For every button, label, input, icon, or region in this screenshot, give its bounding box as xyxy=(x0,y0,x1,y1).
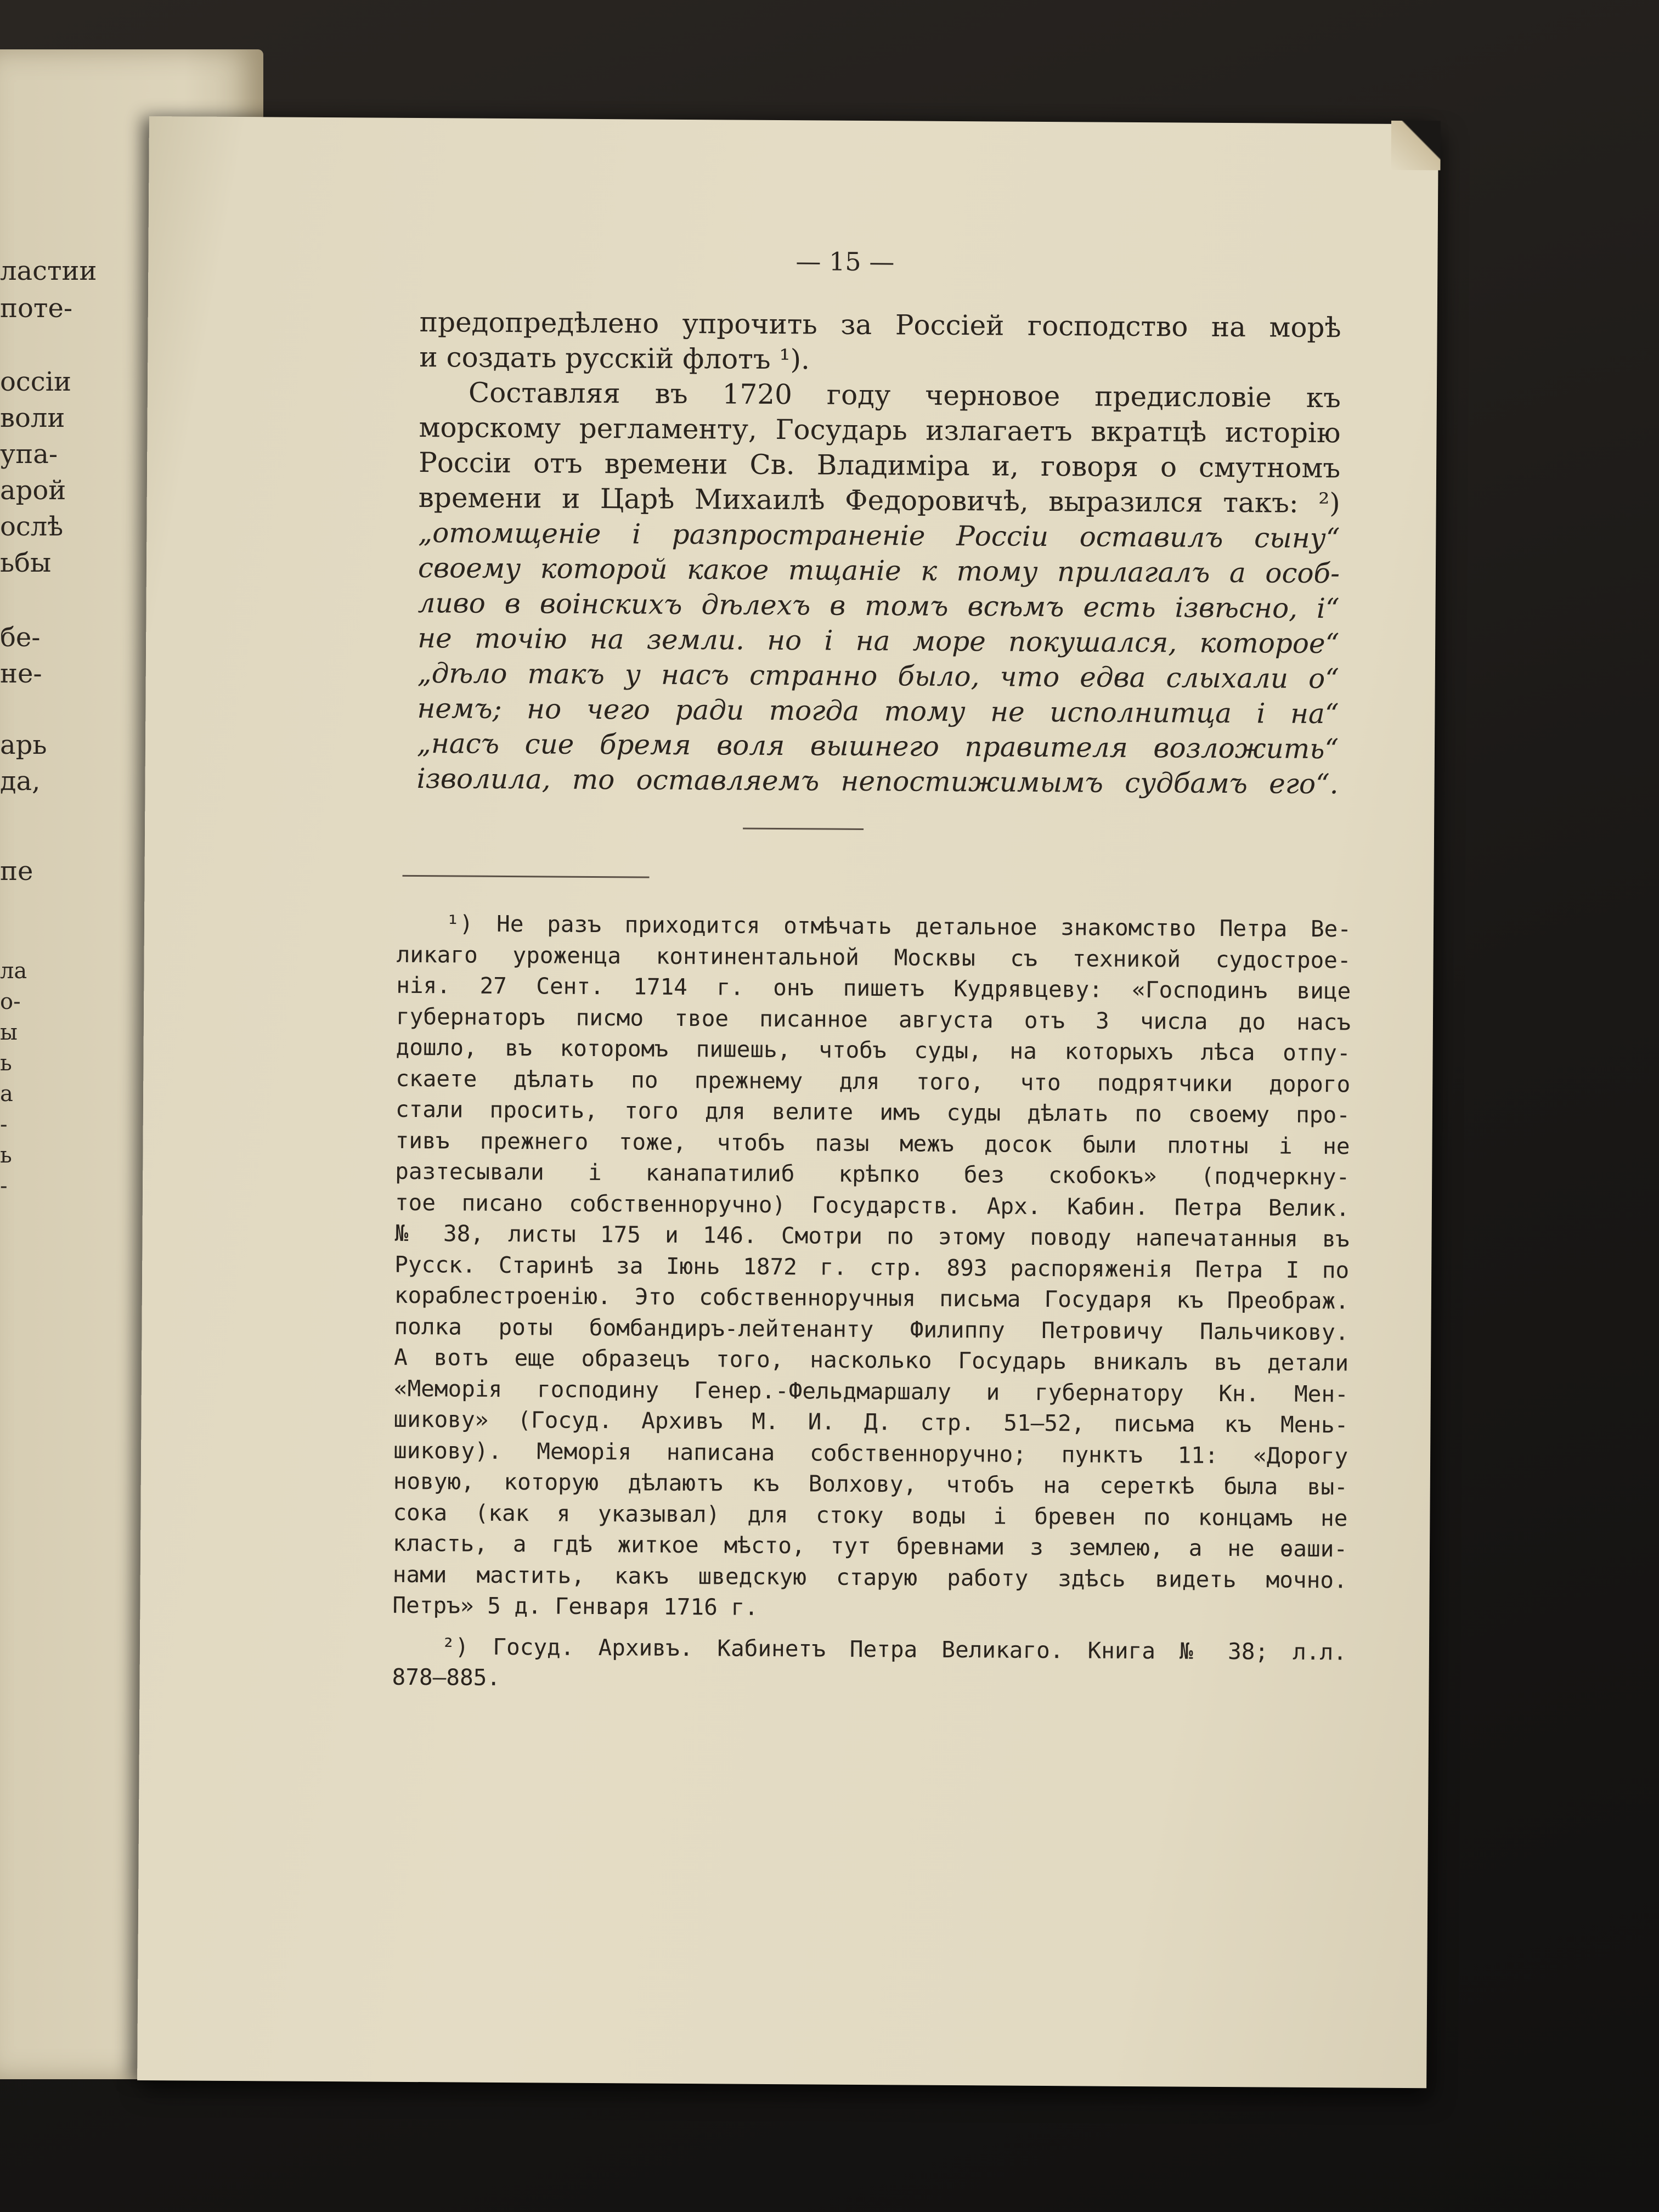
footnote-line: класть, а гдѣ житкое мѣсто, тут бревнами з землею, а не ѳаши- xyxy=(392,1530,1348,1562)
footnote-line: сока (как я указывал) для стоку воды і бревен по концамъ не xyxy=(393,1499,1348,1531)
quote-line: „отомщеніе і разпространеніе Россіи оставилъ сыну“ xyxy=(418,517,1340,555)
section-divider xyxy=(743,828,864,830)
main-text-block xyxy=(416,304,1341,802)
text-line: времени и Царѣ Михаилѣ Федоровичѣ, выразился такъ: ²) xyxy=(418,482,1340,520)
crumpled-corner xyxy=(1391,121,1441,171)
footnote-line: Петръ» 5 д. Генваря 1716 г. xyxy=(392,1592,759,1621)
footnote-line: А вотъ еще образецъ того, насколько Государь вникалъ въ детали xyxy=(394,1344,1349,1376)
left-page-fragment: воли xyxy=(0,403,65,433)
footnote-line: кораблестроенію. Это собственноручныя письма Государя къ Преображ. xyxy=(394,1282,1349,1314)
text-line: и создать русскій флотъ ¹). xyxy=(419,341,810,376)
footnote-line: Русск. Старинѣ за Іюнь 1872 г. стр. 893 распоряженія Петра I по xyxy=(394,1251,1350,1283)
left-page-fragment: арь xyxy=(0,730,47,760)
left-page-fragment: оссіи xyxy=(0,366,72,397)
left-page-fragment: пе xyxy=(0,856,33,887)
text-line: предопредѣлено упрочить за Россіей господство на морѣ xyxy=(419,306,1341,344)
footnote-line: № 38, листы 175 и 146. Смотри по этому поводу напечатанныя въ xyxy=(394,1220,1350,1252)
left-page-fragment: о- xyxy=(0,989,21,1014)
quote-line: ізволила, то оставляемъ непостижимымъ судбамъ его“. xyxy=(416,763,1339,800)
left-page-fragment: а xyxy=(0,1081,13,1107)
footnote-line: нія. 27 Сент. 1714 г. онъ пишетъ Кудрявцеву: «Господинъ вице xyxy=(396,972,1351,1005)
quote-line: „дѣло такъ у насъ странно было, что едва слыхали о“ xyxy=(417,657,1339,695)
footnote-line: ²) Госуд. Архивъ. Кабинетъ Петра Великаго. Книга № 38; л.л. xyxy=(441,1633,1347,1665)
footnote-line: тое писано собственноручно) Государств. Арх. Кабин. Петра Велик. xyxy=(394,1189,1350,1221)
left-page-fragment: не- xyxy=(0,658,42,689)
footnote-line: полка роты бомбандиръ-лейтенанту Филиппу Петровичу Пальчикову. xyxy=(394,1313,1349,1345)
left-page-fragment: ластии xyxy=(0,256,97,286)
left-page-fragment: арой xyxy=(0,475,66,506)
footnote-line: новую, которую дѣлаютъ къ Волхову, чтобъ на сереткѣ была вы- xyxy=(393,1468,1348,1500)
text-line: морскому регламенту, Государь излагаетъ вкратцѣ исторію xyxy=(419,411,1341,449)
footnote-line: 878—885. xyxy=(392,1663,501,1691)
left-page-fragment: бе- xyxy=(0,622,41,653)
page-number: — 15 — xyxy=(795,246,895,277)
footnote-line: шикову). Меморія написана собственноручно; пунктъ 11: «Дорогу xyxy=(393,1437,1348,1469)
footnote-line: ликаго уроженца континентальной Москвы съ техникой судострое- xyxy=(396,941,1351,973)
footnote-line: ¹) Не разъ приходится отмѣчать детальное знакомство Петра Ве- xyxy=(445,910,1352,943)
footnote-line: «Меморія господину Генер.-Фельдмаршалу и губернатору Кн. Мен- xyxy=(393,1375,1348,1407)
footnote-line: тивъ прежнего тоже, чтобъ пазы межъ досок были плотны і не xyxy=(395,1127,1350,1159)
left-page-fragment: ьбы xyxy=(0,548,52,578)
left-page-fragment: - xyxy=(0,1112,8,1137)
quote-line: ливо в воінскихъ дѣлехъ в томъ всѣмъ есть ізвѣсно, і“ xyxy=(417,587,1340,625)
left-page-fragment: ь xyxy=(0,1143,12,1168)
quote-line: не точію на земли. но і на море покушался, которое“ xyxy=(417,622,1340,660)
footnotes-block xyxy=(392,908,1351,1699)
text-line: Составляя въ 1720 году черновое предисловіе къ xyxy=(468,376,1341,414)
left-page-fragment: ы xyxy=(0,1020,18,1045)
footnote-line: разтесывали і канапатилиб крѣпко без скобокъ» (подчеркну- xyxy=(395,1158,1350,1190)
text-line: Россіи отъ времени Св. Владиміра и, говоря о смутномъ xyxy=(418,447,1341,484)
left-page-fragment: ослѣ xyxy=(0,511,64,542)
left-page-fragment: - xyxy=(0,1173,8,1199)
left-page-fragment: ь xyxy=(0,1051,12,1076)
left-page-fragment: да, xyxy=(0,766,41,797)
left-page-fragment: упа- xyxy=(0,439,58,470)
left-page-fragment: ла xyxy=(0,958,27,984)
footnote-line: дошло, въ которомъ пишешь, чтобъ суды, на которыхъ лѣса отпу- xyxy=(396,1034,1351,1066)
footnote-line: скаете дѣлать по прежнему для того, что подрятчики дорого xyxy=(396,1065,1351,1097)
quote-line: „насъ сие бремя воля вышнего правителя возложить“ xyxy=(416,727,1339,765)
book-page xyxy=(137,116,1438,2088)
footnote-line: стали просить, того для велите имъ суды дѣлать по своему про- xyxy=(395,1096,1351,1128)
footnote-line: губернаторъ писмо твое писанное августа отъ 3 числа до насъ xyxy=(396,1003,1351,1035)
quote-line: своему которой какое тщаніе к тому прилагалъ а особ- xyxy=(417,552,1340,590)
footnote-divider xyxy=(403,875,650,878)
left-page-fragment: поте- xyxy=(0,293,73,324)
footnote-line: шикову» (Госуд. Архивъ М. И. Д. стр. 51—52, письма къ Мень- xyxy=(393,1406,1348,1438)
quote-line: немъ; но чего ради тогда тому не исполнитца і на“ xyxy=(417,692,1339,730)
footnote-line: нами мастить, какъ шведскую старую работу здѣсь видеть мочно. xyxy=(392,1561,1347,1593)
